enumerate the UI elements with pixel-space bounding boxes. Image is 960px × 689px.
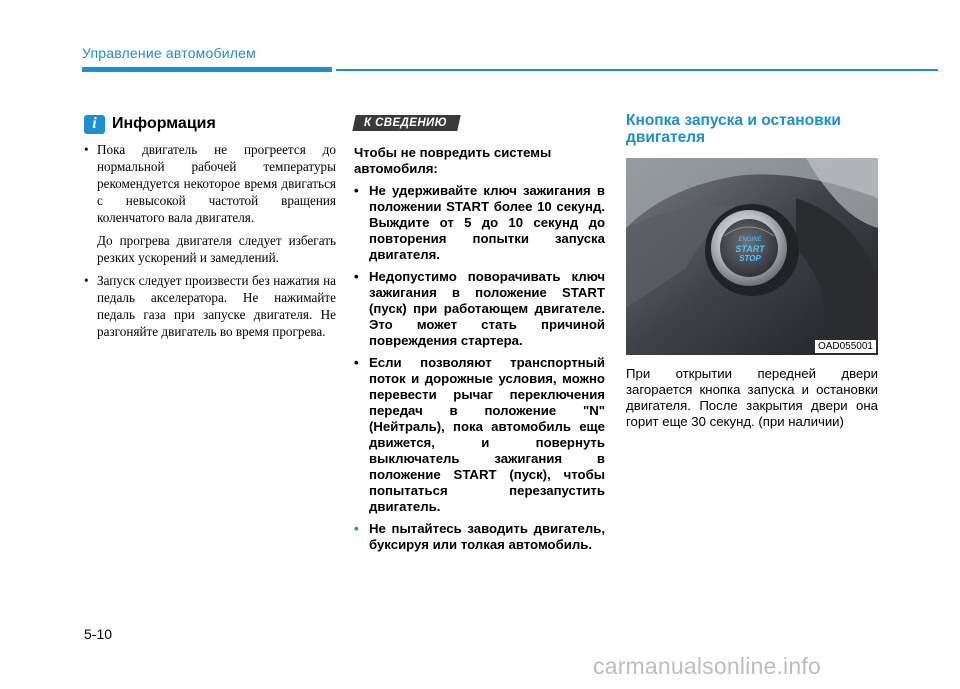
info-item-1-para-1: • Пока двигатель не прогреется до нормальной рабочей температуры рекомендуется некоторое время двигаться с невысокой частотой вращения коленчатого вала двигателя. xyxy=(97,142,336,225)
caution-item: • Если позволяют транспортный поток и дорожные условия, можно перевести рычаг переключения передач в положение "N" (Нейтраль), пока автомобиль еще движется, и повернуть выключатель зажигания в положение START (пуск), чтобы попытаться перезапустить двигатель. xyxy=(354,355,605,515)
info-icon: i xyxy=(84,115,105,134)
info-list xyxy=(84,141,336,340)
button-label-stop: STOP xyxy=(739,254,761,263)
start-stop-section xyxy=(626,112,878,430)
running-header: Управление автомобилем xyxy=(82,45,256,61)
page-number: 5-10 xyxy=(84,626,113,642)
caution-list xyxy=(354,183,605,553)
info-item xyxy=(84,141,336,266)
info-item-1-para-2: До прогрева двигателя следует избегать резких ускорений и замедлений. xyxy=(97,233,336,265)
button-label-start: START xyxy=(735,244,765,254)
caution-intro: Чтобы не повредить системы автомобиля: xyxy=(354,145,552,176)
info-heading xyxy=(84,113,336,135)
caution-badge xyxy=(352,115,460,131)
image-caption: OAD055001 xyxy=(815,340,876,353)
section-body: При открытии передней двери загорается кнопка запуска и остановки двигателя. После закрытия двери она горит еще 30 секунд. (при наличии) xyxy=(626,366,878,429)
start-stop-button-labels xyxy=(729,236,771,263)
caution-item: • Не удерживайте ключ зажигания в положении START более 10 секунд. Выждите от 5 до 10 секунд до повторения попытки запуска двигателя. xyxy=(354,183,605,263)
info-item-2-para-1: • Запуск следует произвести без нажатия на педаль акселератора. Не нажимайте педаль газа при запуске двигателя. Не разгоняйте двигатель во время прогрева. xyxy=(97,273,336,339)
watermark: carmanualsonline.info xyxy=(593,653,821,679)
section-title: Кнопка запуска и остановки двигателя xyxy=(626,112,841,146)
info-column xyxy=(84,113,336,346)
caution-badge-label: К СВЕДЕНИЮ xyxy=(364,117,448,129)
caution-item: • Недопустимо поворачивать ключ зажигания в положение START (пуск) при работающем двигателе. Это может стать причиной повреждения стартера. xyxy=(354,269,605,349)
info-title: Информация xyxy=(112,115,216,132)
header-rule-thin xyxy=(336,69,938,71)
caution-column xyxy=(354,113,605,553)
info-item xyxy=(84,272,336,340)
header-rule-thick xyxy=(82,67,332,72)
caution-item: • Не пытайтесь заводить двигатель, буксируя или толкая автомобиль. xyxy=(354,521,605,553)
start-stop-button-photo xyxy=(626,158,878,355)
button-label-engine: ENGINE xyxy=(738,237,762,243)
